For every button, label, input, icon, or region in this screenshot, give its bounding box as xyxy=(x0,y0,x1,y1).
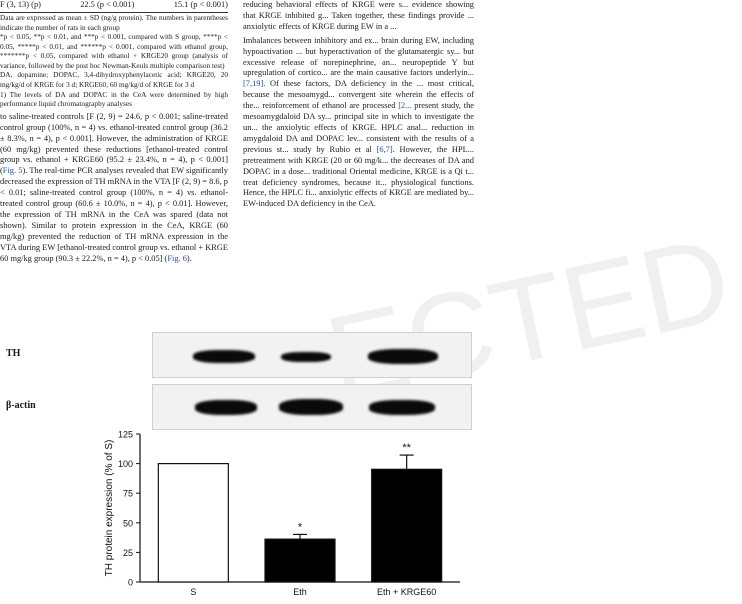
bar-chart xyxy=(0,332,474,604)
left-column xyxy=(0,0,228,265)
body-text: . Of these factors, DA deficiency in the ... most critical, because the mesoamygd... convergent site wherein the effects of the... reinforcement of ethanol are processed xyxy=(243,79,474,111)
body-text: Imbalances between inhibitory and ex... brain during EW, including hypoactivation ... but hyperactivation of the glutamatergic sy... but excessive release of norepinephrine, an... neuropeptide Y but upregulation of cortico... are the main causative factors underlyin... xyxy=(243,35,474,78)
table-cell-value-2: 15.1 (p < 0.001) xyxy=(173,0,228,9)
body-paragraph xyxy=(0,112,228,265)
x-tick-label: S xyxy=(190,587,197,597)
table-cell-label: F (3, 13) (p) xyxy=(0,0,41,9)
table-footnote: 1) The levels of DA and DOPAC in the CeA were determined by high performance liquid chromatography analyses xyxy=(0,89,228,109)
figure xyxy=(0,332,474,604)
body-text: ). xyxy=(186,253,192,263)
y-tick-label: 50 xyxy=(122,518,133,529)
table-footnote: DA, dopamine; DOPAC, 3,4-dihydroxyphenylacetic acid; KRGE20, 20 mg/kg/d of KRGE for 3 d; KRGE60, 60 mg/kg/d of KRGE for 3 d xyxy=(0,70,228,90)
y-tick-label: 100 xyxy=(117,459,133,470)
significance-marker: ** xyxy=(402,442,411,455)
y-tick-label: 75 xyxy=(122,488,133,499)
figure-link[interactable]: Fig. 6 xyxy=(167,253,187,263)
y-tick-label: 25 xyxy=(122,547,133,558)
figure-link[interactable]: Fig. 5 xyxy=(2,166,23,176)
bar-2 xyxy=(265,539,335,582)
body-paragraph: reducing behavioral effects of KRGE were s... evidence showing that KRGE inhibited g... Taken together, these findings provide ... anxiolytic effects of KRGE during EW in a ... xyxy=(243,0,474,31)
blot-label-actin: β-actin xyxy=(6,400,36,411)
significance-marker: * xyxy=(297,521,303,534)
body-text: present study, the mesoamygdaloid DA sy... principal site in which to investigate the un... the anxiolytic effects of KRGE. HPLC anal... reduction in amygdaloid DA and DOPAC lev... consistent with the results of a previous st... study by Rubio et al xyxy=(243,101,474,154)
right-column xyxy=(243,0,474,210)
y-axis-label: TH protein expression (% of S) xyxy=(104,439,115,577)
table-footnote: *p < 0.05, **p < 0.01, and ***p < 0.001, compared with S group, ****p < 0.05, *****p < 0.01, and ******p < 0.001, compared with ethanol group, *******p < 0.05, compared with ethanol + KRGE20 group (analysis of variance, followed by the post hoc Newman-Keuls multiple comparison test) xyxy=(0,32,228,70)
table-cell-value-1: 22.5 (p < 0.001) xyxy=(80,0,135,9)
citation-link[interactable]: [2... xyxy=(398,101,412,111)
table-row xyxy=(0,0,228,13)
y-tick-label: 125 xyxy=(117,429,133,440)
x-tick-label: Eth xyxy=(293,587,307,597)
bar-3 xyxy=(372,469,442,582)
blot-label-th: TH xyxy=(6,348,21,359)
body-text: . However, the HPL... pretreatment with KRGE (20 or 60 mg/k... the decreases of DA and DOPAC in a dose... traditional Oriental medicine, KRGE is a Qi t... treat deficiency syndromes, because it... physiological functions. Hence, the HPLC fi... anxiolytic effects of KRGE are mediated by... EW-induced DA deficiency in the CeA. xyxy=(243,144,475,209)
citation-link[interactable]: [7,19] xyxy=(243,79,264,89)
body-text: to saline-treated controls [F (2, 9) = 24.6, p < 0.001; saline-treated control group (100%, n = 4) vs. ethanol-treated control group (36.2 ± 8.3%, n = 4), p < 0.001]. However, the administration of KRGE (60 mg/kg) prevented these reductions [ethanol-treated control group vs. ethanol + KRGE60 (95.2 ± 23.4%, n = 4), p < 0.001] ( xyxy=(0,111,228,176)
x-tick-label: Eth + KRGE60 xyxy=(377,587,437,597)
body-text: ). The real-time PCR analyses revealed that EW significantly decreased the expression of TH mRNA in the VTA [F (2, 9) = 8.6, p < 0.01; saline-treated control group (100%, n = 4) vs. ethanol-treated control group (60.6 ± 10.0%, n = 4), p < 0.01]. However, the expression of TH mRNA in the CeA was spared (data not shown). Similar to protein expression in the CeA, KRGE (60 mg/kg) prevented the reduction of TH mRNA expression in the VTA during EW [ethanol-treated control group vs. ethanol + KRGE 60 mg/kg group (90.3 ± 22.2%, n = 4), p < 0.05] ( xyxy=(0,166,228,263)
y-tick-label: 0 xyxy=(127,577,133,588)
bar-1 xyxy=(158,464,228,582)
body-paragraph xyxy=(243,36,474,211)
watermark-text: ECTED xyxy=(315,211,742,427)
table-footnote: Data are expressed as mean ± SD (ng/g protein). The numbers in parentheses indicate the number of rats in each group xyxy=(0,12,228,32)
citation-link[interactable]: [6,7] xyxy=(376,144,393,154)
